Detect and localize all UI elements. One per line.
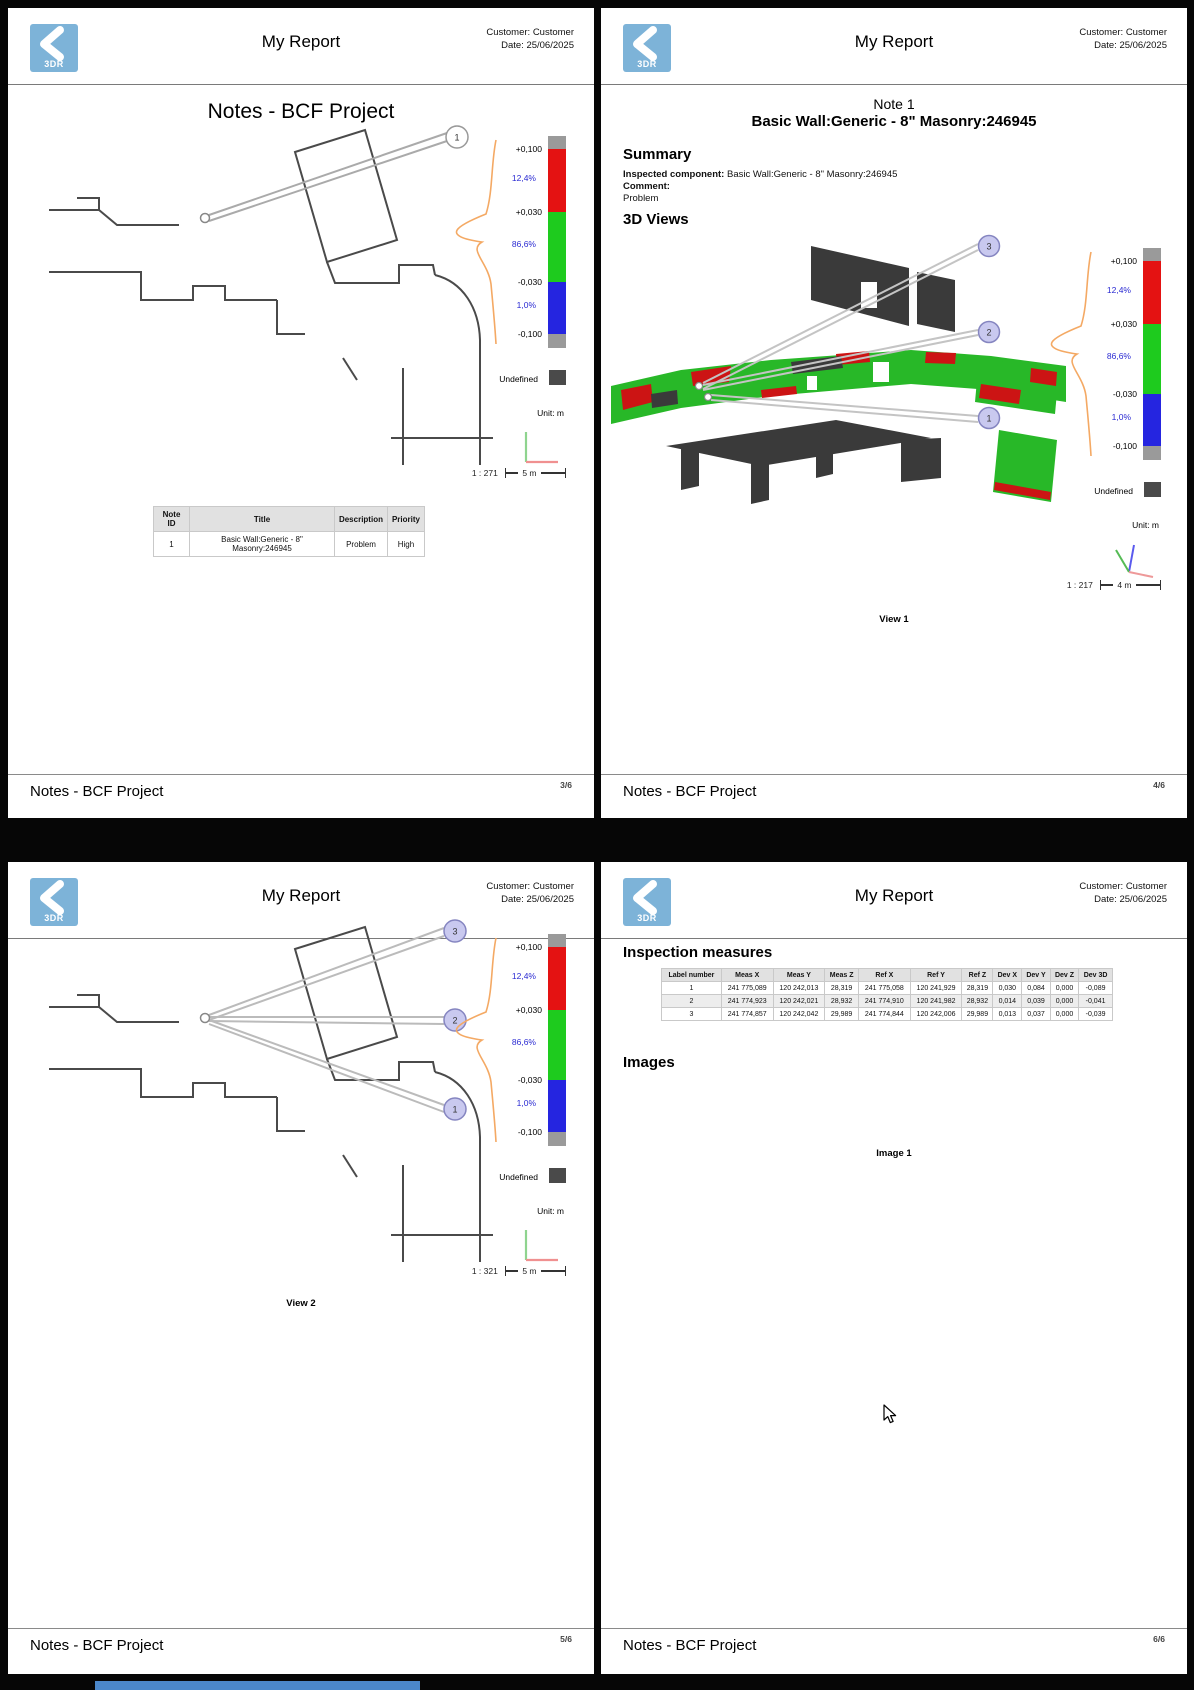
comment-value: Problem [623, 193, 659, 204]
date-line: Date: 25/06/2025 [501, 894, 574, 906]
report-title: My Report [261, 32, 341, 51]
table-cell: 28,319 [962, 982, 993, 995]
table-cell: 241 774,844 [859, 1008, 911, 1021]
logo-text: 3DR [44, 59, 64, 69]
footer-title: Notes - BCF Project [623, 1637, 757, 1654]
note-marker-3[interactable] [979, 236, 1000, 257]
undefined-swatch [1144, 482, 1161, 497]
table-cell: 3 [662, 1008, 722, 1021]
column-header: Dev 3D [1079, 969, 1113, 982]
scale-percent: 1,0% [516, 300, 536, 310]
column-header: Ref X [859, 969, 911, 982]
table-cell: Problem [334, 532, 387, 557]
scale-tick: +0,030 [1110, 319, 1137, 329]
scale-tick: +0,100 [515, 144, 542, 154]
column-header: Title [190, 507, 335, 532]
table-cell: 0,037 [1022, 1008, 1051, 1021]
table-cell: 120 242,021 [773, 995, 825, 1008]
floor-plan-walls [49, 130, 493, 465]
scale-percent: 86,6% [511, 239, 536, 249]
svg-text:1: 1 [986, 413, 992, 424]
column-header: Dev Y [1022, 969, 1051, 982]
column-header: Meas Y [773, 969, 825, 982]
table-cell: 1 [662, 982, 722, 995]
color-scale-bar [548, 934, 566, 1146]
scale-tick: +0,030 [515, 1005, 542, 1015]
scale-ratio: 1 : 321 [471, 1266, 498, 1276]
report-page-5 [8, 862, 594, 1674]
taskbar-strip[interactable] [95, 1681, 420, 1690]
svg-text:3: 3 [986, 241, 992, 252]
table-cell: 0,000 [1050, 982, 1078, 995]
report-title: My Report [854, 32, 934, 51]
table-cell: 28,319 [825, 982, 859, 995]
footer-rule [601, 774, 1187, 775]
table-row [662, 982, 1113, 995]
table-row [662, 1008, 1113, 1021]
scale-percent: 86,6% [1106, 351, 1131, 361]
deviation-color-scale [434, 136, 566, 496]
table-cell: 0,084 [1022, 982, 1051, 995]
leader-origin [705, 394, 712, 401]
page-number: 3/6 [560, 780, 572, 790]
table-cell: 241 774,923 [721, 995, 773, 1008]
column-header: Dev X [993, 969, 1022, 982]
report-title: My Report [854, 886, 934, 905]
scale-tick: -0,030 [517, 1075, 542, 1085]
scale-tick: -0,030 [517, 277, 542, 287]
note-leader [201, 133, 448, 223]
deviation-color-scale [1029, 248, 1161, 608]
footer-title: Notes - BCF Project [623, 783, 757, 800]
table-cell: 28,932 [825, 995, 859, 1008]
table-cell: -0,039 [1079, 1008, 1113, 1021]
svg-text:1: 1 [452, 1104, 458, 1115]
deviation-color-scale [434, 934, 566, 1294]
images-heading: Images [623, 1054, 675, 1071]
unit-label: Unit: m [1132, 520, 1159, 530]
table-cell: Basic Wall:Generic - 8" Masonry:246945 [190, 532, 335, 557]
scale-length: 5 m [522, 468, 537, 478]
leader-origin [696, 383, 703, 390]
note-leaders [209, 928, 444, 1112]
table-cell: 120 241,929 [910, 982, 962, 995]
scale-percent: 1,0% [516, 1098, 536, 1108]
table-cell: 0,013 [993, 1008, 1022, 1021]
header-rule [601, 938, 1187, 939]
table-cell: 29,989 [825, 1008, 859, 1021]
column-header: Description [334, 507, 387, 532]
customer-line: Customer: Customer [1079, 881, 1167, 892]
undefined-label: Undefined [499, 374, 538, 384]
table-cell: 120 242,006 [910, 1008, 962, 1021]
scale-ruler [1067, 580, 1161, 590]
column-header: Note ID [154, 507, 190, 532]
column-header: Priority [387, 507, 424, 532]
date-line: Date: 25/06/2025 [1094, 894, 1167, 906]
view-caption: View 1 [879, 614, 909, 625]
report-page-3 [8, 8, 594, 818]
header-meta [1079, 880, 1167, 907]
scale-ruler [472, 468, 566, 478]
histogram-curve [1035, 248, 1095, 460]
scale-tick: +0,030 [515, 207, 542, 217]
table-cell: 0,039 [1022, 995, 1051, 1008]
scale-tick: +0,100 [1110, 256, 1137, 266]
table-cell: 241 775,058 [859, 982, 911, 995]
scale-length: 5 m [522, 1266, 537, 1276]
logo-text: 3DR [44, 913, 64, 923]
column-header: Meas X [721, 969, 773, 982]
note-marker-1[interactable] [979, 408, 1000, 429]
undefined-label: Undefined [1094, 486, 1133, 496]
column-header: Label number [662, 969, 722, 982]
notes-table [153, 506, 425, 557]
scale-tick: -0,100 [517, 1127, 542, 1137]
footer-rule [8, 1628, 594, 1629]
scale-tick: -0,100 [1112, 441, 1137, 451]
scale-percent: 86,6% [511, 1037, 536, 1047]
column-header: Ref Y [910, 969, 962, 982]
page-number: 4/6 [1153, 780, 1165, 790]
axis-indicator-icon [518, 430, 560, 468]
table-cell: 241 774,910 [859, 995, 911, 1008]
header-rule [601, 84, 1187, 85]
column-header: Meas Z [825, 969, 859, 982]
footer-rule [601, 1628, 1187, 1629]
table-cell: 2 [662, 995, 722, 1008]
column-header: Ref Z [962, 969, 993, 982]
table-cell: -0,089 [1079, 982, 1113, 995]
table-cell: 0,000 [1050, 995, 1078, 1008]
color-scale-bar [548, 136, 566, 348]
scale-tick: +0,100 [515, 942, 542, 952]
scale-percent: 12,4% [511, 971, 536, 981]
summary-heading: Summary [623, 146, 692, 163]
leader-origin [201, 1014, 210, 1023]
unit-label: Unit: m [537, 408, 564, 418]
histogram-curve [440, 934, 500, 1146]
scale-tick: -0,100 [517, 329, 542, 339]
scale-ratio: 1 : 271 [471, 468, 498, 478]
logo-text: 3DR [637, 59, 657, 69]
undefined-swatch [549, 370, 566, 385]
page-number: 6/6 [1153, 1634, 1165, 1644]
note-title: Note 1 [873, 96, 915, 112]
table-cell: -0,041 [1079, 995, 1113, 1008]
table-cell: 1 [154, 532, 190, 557]
table-cell: 0,014 [993, 995, 1022, 1008]
axis-indicator-3d-icon [1107, 542, 1155, 580]
footer-title: Notes - BCF Project [30, 783, 164, 800]
table-row [662, 995, 1113, 1008]
table-cell: 241 774,857 [721, 1008, 773, 1021]
table-cell: 241 775,089 [721, 982, 773, 995]
table-cell: 29,989 [962, 1008, 993, 1021]
scale-ratio: 1 : 217 [1066, 580, 1093, 590]
footer-title: Notes - BCF Project [30, 1637, 164, 1654]
views-heading: 3D Views [623, 211, 689, 228]
customer-line: Customer: Customer [486, 27, 574, 38]
svg-text:2: 2 [986, 327, 992, 338]
leader-origin [201, 214, 210, 223]
scale-percent: 1,0% [1111, 412, 1131, 422]
header-meta [486, 26, 574, 53]
report-page-6 [601, 862, 1187, 1674]
date-line: Date: 25/06/2025 [501, 40, 574, 52]
logo-text: 3DR [637, 913, 657, 923]
color-scale-bar [1143, 248, 1161, 460]
3d-inspection-view [611, 234, 1091, 566]
report-title: My Report [261, 886, 341, 905]
date-line: Date: 25/06/2025 [1094, 40, 1167, 52]
scale-length: 4 m [1117, 580, 1132, 590]
inspected-component-line: Inspected component: Basic Wall:Generic - 8" Masonry:246945 [623, 169, 898, 180]
scale-tick: -0,030 [1112, 389, 1137, 399]
scale-ruler [472, 1266, 566, 1276]
table-cell: 0,000 [1050, 1008, 1078, 1021]
undefined-swatch [549, 1168, 566, 1183]
page-title: Notes - BCF Project [207, 100, 395, 123]
histogram-curve [440, 136, 500, 348]
note-marker-2[interactable] [979, 322, 1000, 343]
unit-label: Unit: m [537, 1206, 564, 1216]
report-page-4 [601, 8, 1187, 818]
inspection-measures-table [661, 968, 1113, 1021]
scale-percent: 12,4% [511, 173, 536, 183]
customer-line: Customer: Customer [486, 881, 574, 892]
svg-text:1: 1 [454, 132, 460, 143]
svg-text:2: 2 [452, 1015, 458, 1026]
floor-plan-walls [49, 927, 493, 1262]
undefined-label: Undefined [499, 1172, 538, 1182]
table-cell: 120 242,013 [773, 982, 825, 995]
svg-text:3: 3 [452, 926, 458, 937]
header-meta [486, 880, 574, 907]
table-cell: 28,932 [962, 995, 993, 1008]
footer-rule [8, 774, 594, 775]
table-cell: 0,030 [993, 982, 1022, 995]
customer-line: Customer: Customer [1079, 27, 1167, 38]
image-caption: Image 1 [876, 1148, 912, 1159]
header-rule [8, 84, 594, 85]
axis-indicator-icon [518, 1228, 560, 1266]
scale-percent: 12,4% [1106, 285, 1131, 295]
table-cell: 120 242,042 [773, 1008, 825, 1021]
note-subtitle: Basic Wall:Generic - 8" Masonry:246945 [751, 113, 1037, 130]
mouse-cursor-icon [883, 1404, 899, 1426]
column-header: Dev Z [1050, 969, 1078, 982]
table-cell: 120 241,982 [910, 995, 962, 1008]
comment-label: Comment: [623, 181, 670, 192]
table-row [154, 532, 425, 557]
measures-heading: Inspection measures [623, 944, 773, 961]
page-number: 5/6 [560, 1634, 572, 1644]
table-cell: High [387, 532, 424, 557]
view-caption: View 2 [286, 1298, 316, 1309]
header-meta [1079, 26, 1167, 53]
